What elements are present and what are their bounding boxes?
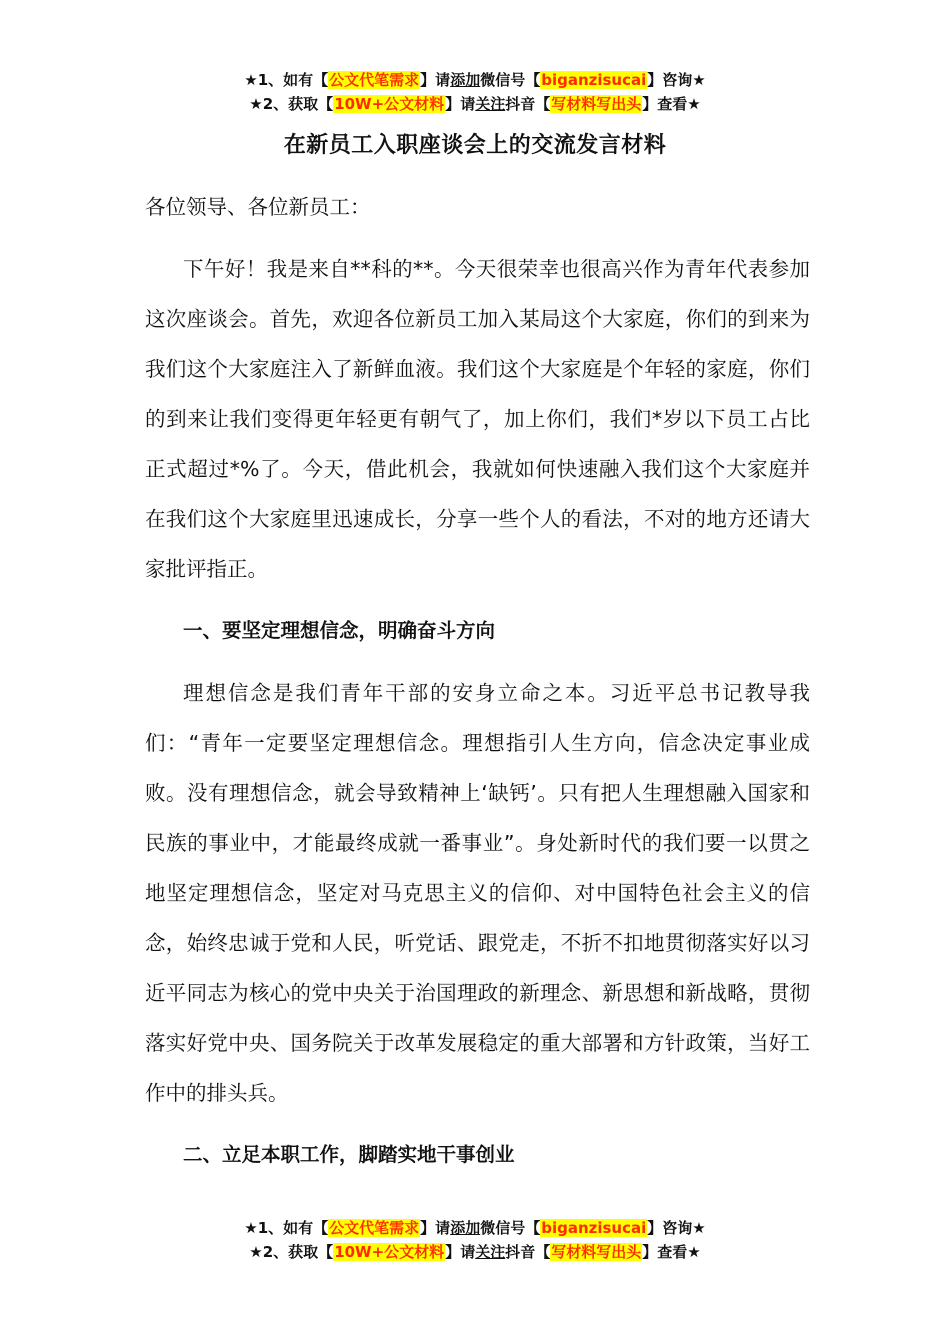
paragraph-intro: 下午好！我是来自**科的**。今天很荣幸也很高兴作为青年代表参加这次座谈会。首先，欢迎各位新员工加入某局这个大家庭，你们的到来为我们这个大家庭注入了新鲜血液。我们这个大家庭是个年轻的家庭，你们的到来让我们变得更年轻更有朝气了，加上你们，我们*岁以下员工占比正式超过*%了。今天，借此机会，我就如何快速融入我们这个大家庭并在我们这个大家庭里迅速成长，分享一些个人的看法，不对的地方还请大家批评指正。 [145, 257, 810, 581]
promo-line-1: ★1、如有【公文代笔需求】请添加微信号【biganzisucai】咨询★ [244, 71, 706, 89]
promo-banner-top [0, 68, 950, 116]
highlight-douyin-account: 写材料写出头 [551, 95, 642, 113]
document-body [145, 182, 810, 1192]
highlight-service: 公文代笔需求 [329, 1219, 420, 1237]
section-heading-1: 一、要坚定理想信念，明确奋斗方向 [183, 619, 496, 642]
highlight-service: 公文代笔需求 [329, 71, 420, 89]
highlight-wechat-id: biganzisucai [541, 71, 647, 89]
promo-banner-bottom [0, 1216, 950, 1264]
document-title: 在新员工入职座谈会上的交流发言材料 [283, 133, 667, 158]
paragraph-ideals: 理想信念是我们青年干部的安身立命之本。习近平总书记教导我们：“青年一定要坚定理想信念。理想指引人生方向，信念决定事业成败。没有理想信念，就会导致精神上‘缺钙’。只有把人生理想融入国家和民族的事业中，才能最终成就一番事业”。身处新时代的我们要一以贯之地坚定理想信念，坚定对马克思主义的信仰、对中国特色社会主义的信念，始终忠诚于党和人民，听党话、跟党走，不折不扣地贯彻落实好以习近平同志为核心的党中央关于治国理政的新理念、新思想和新战略，贯彻落实好党中央、国务院关于改革发展稳定的重大部署和方针政策，当好工作中的排头兵。 [145, 681, 810, 1105]
promo-line-2: ★2、获取【10W+公文材料】请关注抖音【写材料写出头】查看★ [249, 95, 701, 113]
promo-line-2: ★2、获取【10W+公文材料】请关注抖音【写材料写出头】查看★ [249, 1243, 701, 1261]
highlight-wechat-id: biganzisucai [541, 1219, 647, 1237]
highlight-douyin-account: 写材料写出头 [551, 1243, 642, 1261]
highlight-materials: 10W+公文材料 [334, 95, 445, 113]
salutation: 各位领导、各位新员工： [145, 195, 371, 219]
section-heading-2: 二、立足本职工作，脚踏实地干事创业 [183, 1143, 515, 1166]
promo-line-1: ★1、如有【公文代笔需求】请添加微信号【biganzisucai】咨询★ [244, 1219, 706, 1237]
highlight-materials: 10W+公文材料 [334, 1243, 445, 1261]
